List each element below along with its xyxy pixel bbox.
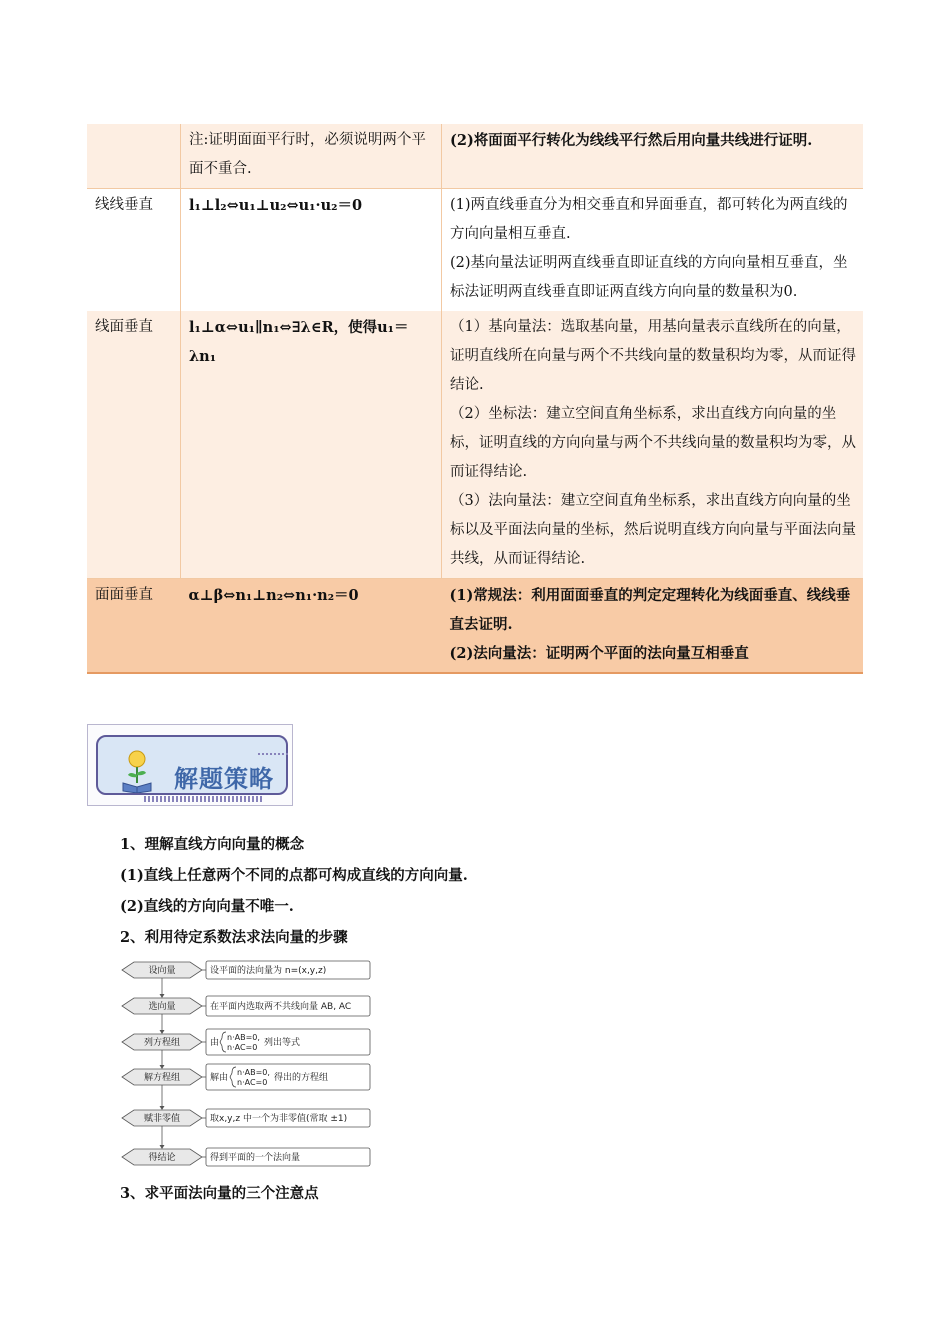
method-line: （1）基向量法：选取基向量，用基向量表示直线所在的向量，证明直线所在向量与两个不共线向量的数量积均为零，从而证得结论. [450,319,856,393]
method-line: （3）法向量法：建立空间直角坐标系，求出直线方向向量的坐标以及平面法向量的坐标，然后说明直线方向向量与平面法向量共线，从而证得结论. [450,493,856,567]
strategy-line: (1)直线上任意两个不同的点都可构成直线的方向向量. [120,867,468,884]
step-label: 解方程组 [143,1073,181,1083]
step-label: 选向量 [148,1002,176,1012]
arrow-head-icon [160,994,165,998]
arrow-head-icon [160,1030,165,1034]
step-equation: n·AB=0, [227,1033,260,1042]
step-text: 得出的方程组 [274,1073,329,1083]
step-text: 在平面内选取两不共线向量 AB, AC [210,1002,352,1012]
method-line: (2)将面面平行转化为线线平行然后用向量共线进行证明. [450,132,813,149]
step-text: 解由 [210,1073,229,1083]
strategy-heading: 1、理解直线方向向量的概念 [120,836,305,853]
table-row [87,311,863,579]
flowchart [120,956,380,1174]
step-label: 设向量 [148,966,176,976]
step-equation: n·AC=0 [227,1043,258,1052]
lightbulb-book-icon [120,749,154,793]
step-text: 取x,y,z 中一个为非零值(常取 ±1) [210,1114,348,1124]
banner-decoration [144,796,264,802]
step-text: 由 [210,1038,220,1048]
method-line: (2)法向量法：证明两个平面的法向量互相垂直 [449,645,749,662]
relation-formula: l₁⊥l₂⇔u₁⊥u₂⇔u₁·u₂＝0 [181,189,442,312]
step-label: 赋非零值 [143,1114,181,1124]
relation-formula: α⊥β⇔n₁⊥n₂⇔n₁·n₂＝0 [181,579,442,674]
banner-title: 解题策略 [174,765,274,793]
relation-method [442,124,864,189]
banner-decoration [258,753,288,755]
step-text: 设平面的法向量为 n=(x,y,z) [210,966,327,976]
relation-name: 线线垂直 [87,189,181,312]
step-text: 得到平面的一个法向量 [210,1153,301,1163]
table-row [87,579,863,674]
relation-method [442,311,864,579]
table-row [87,124,863,189]
relation-formula: 注:证明面面平行时，必须说明两个平面不重合. [181,124,442,189]
arrow-head-icon [160,1145,165,1149]
arrow-head-icon [160,1106,165,1110]
step-label: 得结论 [148,1153,176,1163]
relation-method [442,189,864,312]
strategy-banner [87,724,293,806]
strategy-heading: 3、求平面法向量的三个注意点 [120,1185,319,1202]
relation-name [87,124,181,189]
method-line: (1)常规法：利用面面垂直的判定定理转化为线面垂直、线线垂直去证明. [449,587,851,633]
relation-formula: l₁⊥α⇔u₁∥n₁⇔∃λ∈R，使得u₁＝λn₁ [181,311,442,579]
step-text: 列出等式 [264,1038,301,1048]
relation-name: 面面垂直 [87,579,181,674]
banner-frame [96,735,288,795]
method-line: （2）坐标法：建立空间直角坐标系，求出直线方向向量的坐标，证明直线的方向向量与两个不共线向量的数量积均为零，从而证得结论. [450,406,856,480]
relation-name: 线面垂直 [87,311,181,579]
strategy-heading: 2、利用待定系数法求法向量的步骤 [120,929,348,946]
step-label: 列方程组 [143,1038,181,1048]
table-row [87,189,863,312]
step-equation: n·AC=0 [237,1078,268,1087]
vector-method-table [87,124,863,674]
method-line: (1)两直线垂直分为相交垂直和异面垂直，都可转化为两直线的方向向量相互垂直. [450,197,848,242]
step-equation: n·AB=0, [237,1068,270,1077]
method-line: (2)基向量法证明两直线垂直即证直线的方向向量相互垂直，坐标法证明两直线垂直即证两直线方向向量的数量积为0. [450,255,848,300]
strategy-line: (2)直线的方向向量不唯一. [120,898,294,915]
arrow-head-icon [160,1065,165,1069]
relation-method [442,579,864,674]
